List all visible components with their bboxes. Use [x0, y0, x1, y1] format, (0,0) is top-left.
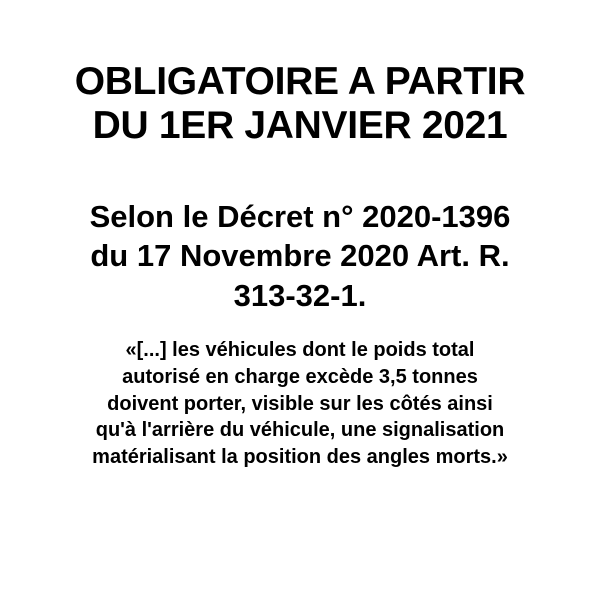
decree-quote: [14, 315, 586, 471]
quote-line-5: matérialisant la position des angles morts.»: [92, 446, 508, 469]
decree-line-3: 313-32-1.: [233, 277, 367, 313]
quote-line-1: «[...] les véhicules dont le poids total: [125, 338, 475, 361]
quote-line-4: qu'à l'arrière du véhicule, une signalisation: [95, 419, 505, 442]
decree-line-2: du 17 Novembre 2020 Art. R.: [90, 238, 510, 274]
decree-line-1: Selon le Décret n° 2020-1396: [89, 198, 511, 234]
quote-line-2: autorisé en charge excède 3,5 tonnes: [122, 365, 478, 388]
headline: [14, 60, 586, 149]
headline-line-1: OBLIGATOIRE A PARTIR: [74, 60, 526, 103]
headline-line-2: DU 1ER JANVIER 2021: [92, 104, 508, 148]
quote-line-3: doivent porter, visible sur les côtés ainsi: [107, 392, 493, 415]
decree-reference: [14, 149, 586, 315]
